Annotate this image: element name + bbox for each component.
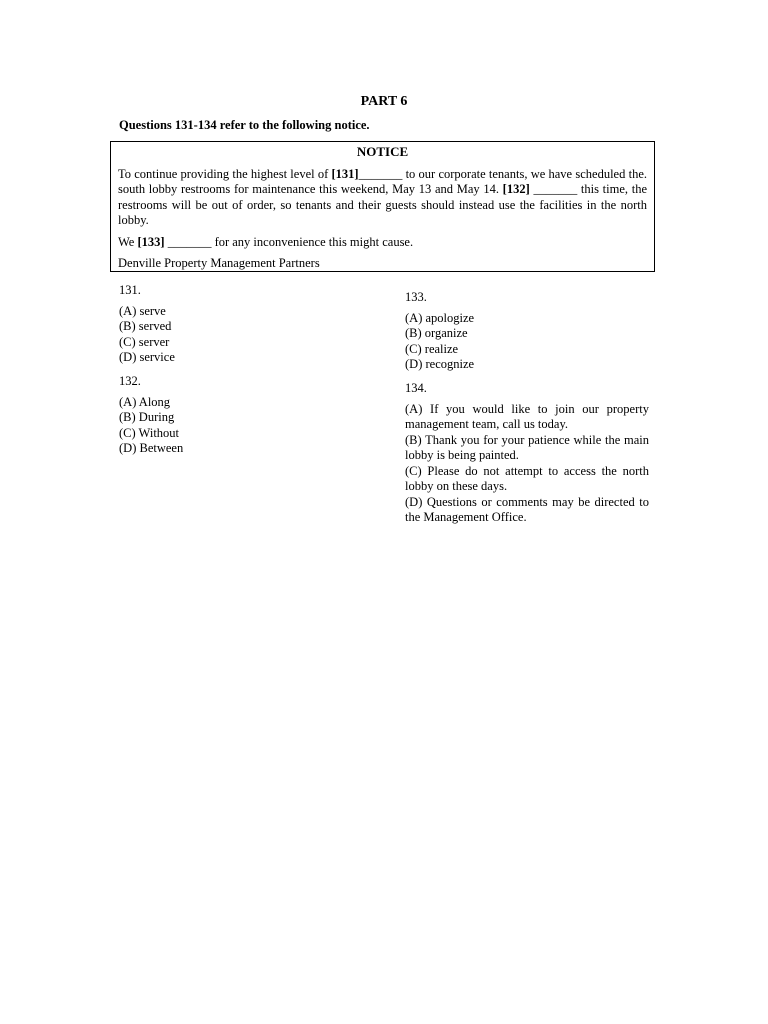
question-132: [119, 374, 183, 457]
question-131: [119, 283, 175, 366]
question-number: 131.: [119, 283, 141, 297]
question-number: 134.: [405, 381, 427, 395]
question-number: 132.: [119, 374, 141, 388]
question-134: [405, 381, 649, 526]
notice-paragraph-1: [118, 167, 647, 229]
notice-text: To continue providing the highest level of: [118, 166, 332, 181]
part-title: PART 6: [360, 94, 408, 109]
option-b[interactable]: (B) During: [119, 410, 175, 424]
option-d[interactable]: (D) recognize: [405, 357, 475, 371]
option-d[interactable]: (D) Questions or comments may be directed to the Management Office.: [405, 494, 649, 524]
notice-signature: Denville Property Management Partners: [118, 256, 320, 270]
option-a[interactable]: (A) serve: [119, 303, 166, 318]
option-a[interactable]: (A) apologize: [405, 310, 475, 325]
option-c[interactable]: (C) server: [119, 334, 170, 349]
notice-paragraph-2: [118, 235, 647, 251]
option-b[interactable]: (B) Thank you for your patience while the main lobby is being painted.: [405, 432, 649, 462]
option-c[interactable]: (C) Please do not attempt to access the north lobby on these days.: [405, 463, 649, 493]
notice-text: _______ to our corporate tenants, we have scheduled the. south lobby restrooms for maintenance this weekend, May 13 and May 14.: [118, 166, 647, 196]
option-a[interactable]: (A) If you would like to join our property management team, call us today.: [405, 401, 649, 431]
notice-text: _______ this time, the restrooms will be out of order, so tenants and their guests should instead use the facilities in the north lobby.: [118, 182, 647, 227]
option-c[interactable]: (C) realize: [405, 341, 459, 356]
option-c[interactable]: (C) Without: [119, 425, 180, 440]
notice-title: NOTICE: [356, 144, 409, 159]
option-a[interactable]: (A) Along: [119, 394, 171, 409]
questions-intro: Questions 131-134 refer to the following notice.: [119, 118, 370, 132]
option-b[interactable]: (B) organize: [405, 326, 468, 340]
blank-132: [132]: [502, 182, 530, 196]
option-d[interactable]: (D) Between: [119, 441, 184, 455]
blank-133: [133]: [137, 234, 165, 249]
option-d[interactable]: (D) service: [119, 350, 175, 364]
option-b[interactable]: (B) served: [119, 319, 172, 333]
blank-131: [131]: [331, 166, 359, 181]
notice-text: _______ for any inconvenience this might cause.: [164, 234, 414, 249]
question-133: [405, 290, 474, 373]
notice-text: We: [118, 234, 138, 249]
notice-box: [110, 141, 655, 272]
question-number: 133.: [405, 290, 427, 304]
